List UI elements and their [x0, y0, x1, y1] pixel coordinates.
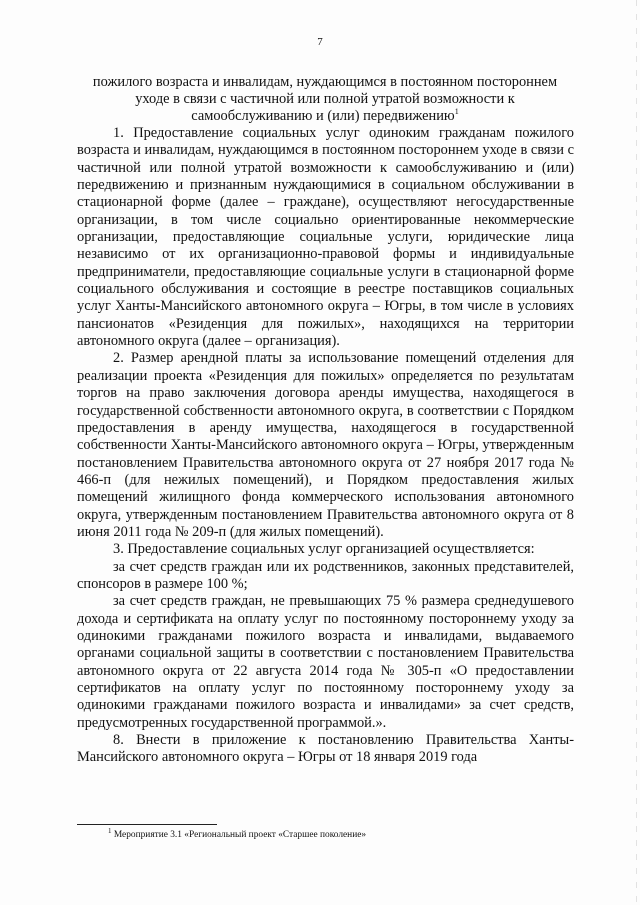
footnote-text: Мероприятие 3.1 «Региональный проект «Старшее поколение»	[113, 830, 367, 840]
footnote-reference: 1	[454, 107, 459, 117]
section-heading	[78, 74, 572, 126]
footnote-marker: 1	[108, 826, 112, 835]
footnote	[108, 826, 558, 841]
paragraph-8: 8. Внести в приложение к постановлению Правительства Ханты-Мансийского автономного округа – Югры от 18 января 2019 года	[77, 732, 574, 766]
section-heading-text: пожилого возраста и инвалидам, нуждающимся в постоянном постороннем уходе в связи с частичной или полной утратой возможности к самообслуживанию и (или) передвижению	[92, 74, 558, 125]
paragraph-3-item-2: за счет средств граждан, не превышающих 75 % размера среднедушевого дохода и сертификата на оплату услуг по постоянному постороннему уходу за одинокими гражданами пожилого возраста и инвалидами, выдаваемого органами социальной защиты в соответствии с постановлением Правительства автономного округа от 22 августа 2014 года № 305-п «О предоставлении сертификатов на оплату услуг по постоянному постороннему уходу за одинокими гражданами пожилого возраста и инвалидами» за счет средств, предусмотренных государственной программой.».	[77, 593, 574, 731]
footnote-divider	[77, 824, 217, 825]
document-body	[77, 125, 574, 767]
paragraph-2: 2. Размер арендной платы за использование помещений отделения для реализации проекта «Резиденция для пожилых» определяется по результатам торгов на право заключения договора аренды имущества, находящегося в государственной собственности автономного округа, в соответствии с Порядком предоставления в аренду имущества, находящегося в государственной собственности Ханты-Мансийского автономного округа – Югры, утвержденным постановлением Правительства автономного округа от 27 ноября 2017 года № 466-п (для нежилых помещений), и Порядком предоставления жилых помещений жилищного фонда коммерческого использования автономного округа, утвержденным постановлением Правительства автономного округа от 8 июня 2011 года № 209-п (для жилых помещений).	[77, 350, 574, 540]
page-number: 7	[317, 36, 323, 48]
scan-edge-artifact	[636, 0, 637, 905]
paragraph-3-item-1: за счет средств граждан или их родственников, законных представителей, спонсоров в размере 100 %;	[77, 558, 574, 592]
paragraph-3: 3. Предоставление социальных услуг организацией осуществляется:	[113, 541, 535, 558]
paragraph-1: 1. Предоставление социальных услуг одиноким гражданам пожилого возраста и инвалидам, нуждающимся в постоянном постороннем уходе в связи с частичной или полной утратой возможности к самообслуживанию и (или) передвижению и признанным нуждающимися в социальном обслуживании в стационарной форме (далее – граждане), осуществляют негосударственные организации, в том числе социально ориентированные некоммерческие организации, предоставляющие социальные услуги, юридические лица независимо от их организационно-правовой формы и индивидуальные предприниматели, предоставляющие социальные услуги в стационарной форме социального обслуживания и состоящие в реестре поставщиков социальных услуг Ханты-Мансийского автономного округа – Югры, в том числе в условиях пансионатов «Резиденция для пожилых», находящихся на территории автономного округа (далее – организация).	[77, 125, 574, 350]
